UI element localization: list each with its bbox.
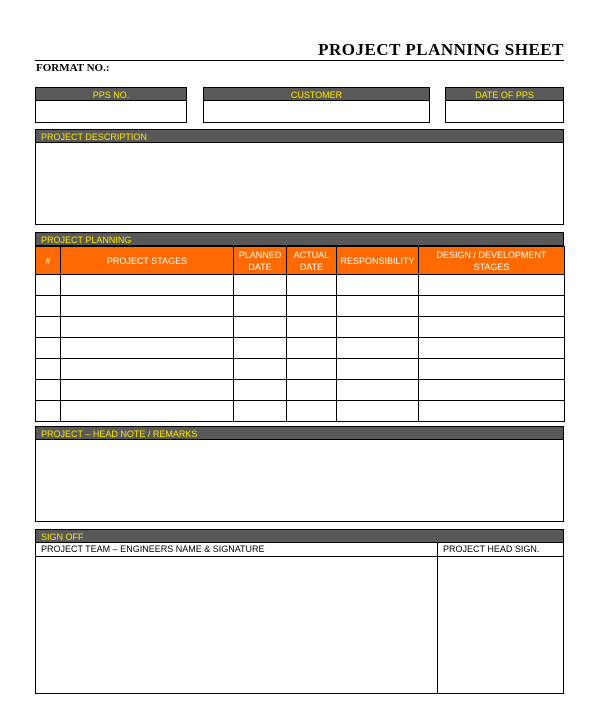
cell-actual-date[interactable] (287, 338, 337, 359)
remarks-header: PROJECT – HEAD NOTE / REMARKS (35, 426, 564, 440)
table-row (36, 275, 565, 296)
cell-actual-date[interactable] (287, 401, 337, 422)
sign-off-header: SIGN OFF (35, 529, 564, 543)
cell-actual-date[interactable] (287, 296, 337, 317)
team-signature-label: PROJECT TEAM – ENGINEERS NAME & SIGNATURE (36, 543, 437, 557)
column-header-planned-date: PLANNED DATE (234, 247, 287, 275)
cell-planned-date[interactable] (234, 359, 287, 380)
cell-planned-date[interactable] (234, 338, 287, 359)
project-planning-header: PROJECT PLANNING (35, 232, 564, 246)
team-signature-column (36, 543, 438, 693)
table-row (36, 380, 565, 401)
cell-planned-date[interactable] (234, 380, 287, 401)
cell-design-development-stages[interactable] (419, 401, 565, 422)
cell-project-stages[interactable] (61, 275, 234, 296)
table-row (36, 401, 565, 422)
table-row (36, 317, 565, 338)
cell-design-development-stages[interactable] (419, 275, 565, 296)
column-header-number: # (36, 247, 61, 275)
head-signature-area[interactable] (438, 557, 563, 687)
cell-number[interactable] (36, 401, 61, 422)
head-signature-label: PROJECT HEAD SIGN. (438, 543, 563, 557)
cell-responsibility[interactable] (337, 275, 419, 296)
cell-actual-date[interactable] (287, 275, 337, 296)
cell-number[interactable] (36, 380, 61, 401)
cell-responsibility[interactable] (337, 296, 419, 317)
cell-number[interactable] (36, 317, 61, 338)
cell-project-stages[interactable] (61, 296, 234, 317)
cell-actual-date[interactable] (287, 317, 337, 338)
cell-project-stages[interactable] (61, 338, 234, 359)
page-title: PROJECT PLANNING SHEET (318, 40, 564, 59)
cell-actual-date[interactable] (287, 359, 337, 380)
project-description-header: PROJECT DESCRIPTION (35, 129, 564, 143)
cell-design-development-stages[interactable] (419, 359, 565, 380)
cell-design-development-stages[interactable] (419, 338, 565, 359)
column-header-responsibility: RESPONSIBILITY (337, 247, 419, 275)
column-header-design-development-stages: DESIGN / DEVELOPMENT STAGES (419, 247, 565, 275)
cell-planned-date[interactable] (234, 296, 287, 317)
pps-no-header: PPS NO. (35, 87, 187, 101)
cell-responsibility[interactable] (337, 317, 419, 338)
cell-responsibility[interactable] (337, 380, 419, 401)
cell-responsibility[interactable] (337, 401, 419, 422)
customer-header: CUSTOMER (203, 87, 430, 101)
cell-project-stages[interactable] (61, 317, 234, 338)
table-row (36, 359, 565, 380)
cell-planned-date[interactable] (234, 275, 287, 296)
project-description-field[interactable] (35, 143, 564, 225)
cell-planned-date[interactable] (234, 317, 287, 338)
cell-design-development-stages[interactable] (419, 380, 565, 401)
column-header-project-stages: PROJECT STAGES (61, 247, 234, 275)
project-planning-table (35, 246, 565, 422)
cell-design-development-stages[interactable] (419, 317, 565, 338)
cell-responsibility[interactable] (337, 338, 419, 359)
cell-actual-date[interactable] (287, 380, 337, 401)
team-signature-area[interactable] (36, 557, 437, 687)
cell-project-stages[interactable] (61, 401, 234, 422)
sign-off-box (35, 543, 564, 694)
pps-no-field[interactable] (35, 101, 187, 123)
table-row (36, 338, 565, 359)
cell-project-stages[interactable] (61, 380, 234, 401)
cell-number[interactable] (36, 275, 61, 296)
cell-number[interactable] (36, 296, 61, 317)
format-number-label: FORMAT NO.: (36, 62, 110, 74)
table-row (36, 296, 565, 317)
date-of-pps-header: DATE OF PPS (445, 87, 564, 101)
cell-number[interactable] (36, 338, 61, 359)
remarks-field[interactable] (35, 440, 564, 522)
cell-responsibility[interactable] (337, 359, 419, 380)
cell-number[interactable] (36, 359, 61, 380)
date-of-pps-field[interactable] (445, 101, 564, 123)
title-divider (35, 60, 564, 61)
customer-field[interactable] (203, 101, 430, 123)
cell-planned-date[interactable] (234, 401, 287, 422)
head-signature-column (438, 543, 563, 693)
cell-project-stages[interactable] (61, 359, 234, 380)
column-header-actual-date: ACTUAL DATE (287, 247, 337, 275)
cell-design-development-stages[interactable] (419, 296, 565, 317)
